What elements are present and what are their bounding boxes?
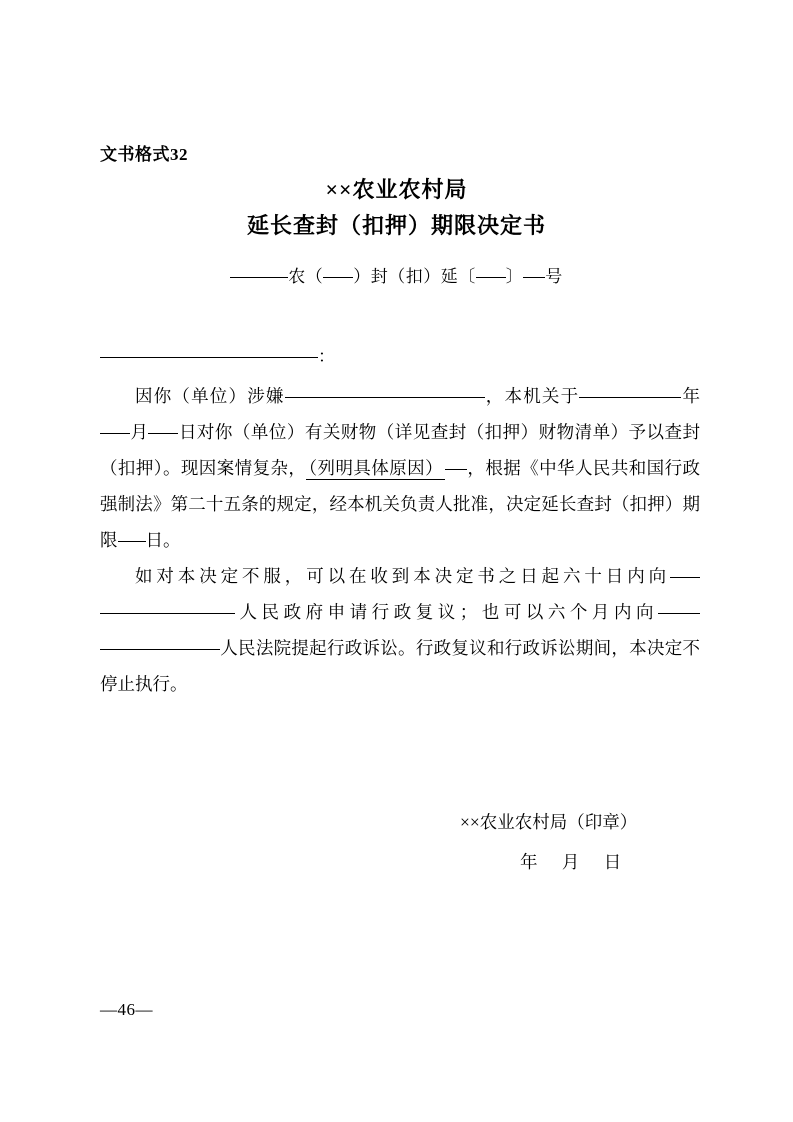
p2-seg-3: 人民法院提起行政诉讼。行政复议和行政诉讼期间，本决定不停止执行。 [100, 638, 700, 694]
title-line-1: ××农业农村局 [325, 177, 468, 202]
doc-number-part2: ）封（扣）延〔 [353, 267, 476, 286]
p1-blank-month [100, 432, 130, 434]
p1-reason-text: （列明具体原因） [308, 458, 443, 478]
p1-seg-4: 月 [130, 422, 149, 442]
doc-number-suffix: 号 [545, 267, 563, 286]
p1-blank-year-lead [579, 396, 639, 398]
title-line-2: 延长查封（扣押）期限决定书 [246, 213, 546, 238]
format-label: 文书格式32 [100, 145, 188, 164]
doc-number-blank-2 [476, 276, 506, 278]
recipient-blank [100, 356, 318, 358]
page-number: —46— [100, 1000, 153, 1019]
doc-number-blank-prefix [230, 276, 288, 278]
p1-blank-reason-tail [445, 468, 467, 470]
p2-blank-court [100, 648, 220, 650]
p2-blank-gov-lead [670, 576, 700, 578]
p2-blank-court-lead [658, 612, 700, 614]
doc-number-part3: 〕 [505, 267, 524, 286]
p1-blank-days [118, 540, 146, 542]
p1-seg-6: ，根据《中华人民共和国行政强制法》第二十五条的规定，经本机关负责人批准，决定延长查封（扣押）期限 [100, 458, 701, 550]
p1-seg-7: 日。 [145, 530, 181, 550]
p1-seg-1: 因你（单位）涉嫌 [135, 386, 285, 406]
p1-seg-2: ，本机关于 [484, 386, 580, 406]
signature-block [0, 802, 793, 882]
p1-seg-5: 日对你（单位）有关财物（详见查封（扣押）财物清单）予以查封（扣押）。现因案情复杂， [100, 422, 700, 478]
p1-blank-suspicion [285, 396, 485, 398]
document-title [0, 172, 793, 244]
p1-blank-day [148, 432, 178, 434]
document-number-line [0, 262, 793, 287]
doc-number-blank-1 [323, 276, 353, 278]
signature-date: 年 月 日 [520, 852, 632, 872]
p1-blank-year [639, 396, 681, 398]
paragraph-2 [100, 558, 700, 702]
paragraph-1 [100, 378, 700, 558]
p2-seg-2: 人民政府申请行政复议；也可以六个月内向 [235, 602, 658, 622]
recipient-colon: ： [318, 347, 335, 366]
signature-organization: ××农业农村局（印章） [460, 812, 638, 832]
doc-number-part1: 农（ [288, 267, 324, 286]
document-body [100, 378, 700, 702]
p1-seg-3: 年 [681, 386, 701, 406]
recipient-line [100, 342, 335, 367]
p2-seg-1: 如对本决定不服，可以在收到本决定书之日起六十日内向 [135, 566, 670, 586]
doc-number-blank-3 [523, 276, 545, 278]
p2-blank-gov [100, 612, 235, 614]
